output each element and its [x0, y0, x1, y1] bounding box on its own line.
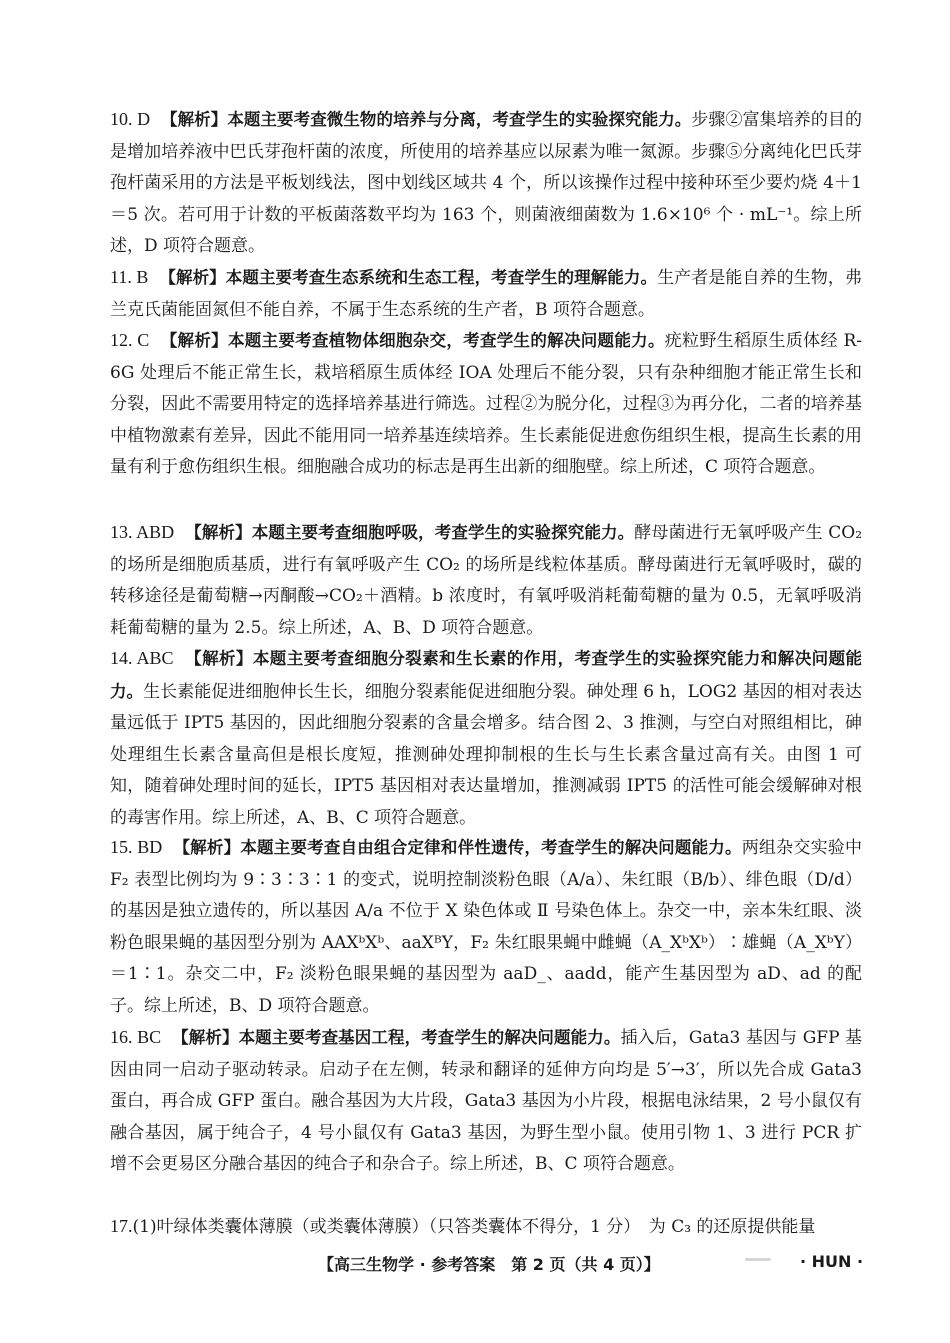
item-number: 15. BD — [110, 837, 163, 857]
item-headline: 本题主要考查细胞呼吸，考查学生的实验探究能力。 — [251, 523, 635, 542]
item-tag: 【解析】 — [172, 1028, 239, 1047]
answer-item-17 — [110, 1211, 862, 1244]
item-headline: 本题主要考查微生物的培养与分离，考查学生的实验探究能力。 — [227, 110, 692, 129]
item-body: 步骤②富集培养的目的是增加培养液中巴氏芽孢杆菌的浓度，所使用的培养基应以尿素为唯一氮源。步骤⑤分离纯化巴氏芽孢杆菌采用的方法是平板划线法，图中划线区域共 4 个，所以该操作过程中接种环至少要灼烧 4＋1＝5 次。若可用于计数的平板菌落数平均为 163 个，则菌液细菌数为 1.6×10⁶ 个 · mL⁻¹。综上所述，D 项符合题意。 — [110, 110, 863, 256]
footer-title: 【高三生物学 · 参考答案 第 2 页（共 4 页）】 — [318, 1255, 660, 1274]
answer-item-14 — [110, 643, 862, 834]
footer-code: · HUN · — [800, 1252, 864, 1271]
answer-item-15 — [110, 832, 862, 1022]
item-body: 生长素能促进细胞伸长生长，细胞分裂素能促进细胞分裂。砷处理 6 h，LOG2 基因的相对表达量远低于 IPT5 基因的，因此细胞分裂素的含量会增多。结合图 2、3 推测，与空白对照组相比，砷处理组生长素含量高但是根长度短，推测砷处理抑制根的生长与生长素含量过高有关。由图 1 可知，随着砷处理时间的延长，IPT5 基因相对表达量增加，推测减弱 IPT5 的活性可能会缓解砷对根的毒害作用。综上所述，A、B、C 项符合题意。 — [110, 681, 862, 828]
item-number: 13. ABD — [110, 522, 175, 542]
item-headline: 本题主要考查生态系统和生态工程，考查学生的理解能力。 — [225, 268, 658, 287]
item-headline: 本题主要考查自由组合定律和伴性遗传，考查学生的解决问题能力。 — [240, 838, 742, 857]
item-tag: 【解析】 — [161, 110, 228, 129]
item-body: 插入后，Gata3 基因与 GFP 基因由同一启动子驱动转录。启动子在左侧，转录和翻译的延伸方向均是 5′→3′，所以先合成 Gata3 蛋白，再合成 GFP 蛋白。融合基因为大片段，Gata3 基因为小片段，根据电泳结果，2 号小鼠仅有融合基因，属于纯合子，4 号小鼠仅有 Gata3 基因，为野生型小鼠。使用引物 1、3 进行 PCR 扩增不会更易区分融合基因的纯合子和杂合子。综上所述，B、C 项符合题意。 — [110, 1028, 863, 1174]
item-number: 14. ABC — [110, 648, 174, 668]
item-tag: 【解析】 — [185, 523, 252, 542]
item-body: (1)叶绿体类囊体薄膜（或类囊体薄膜）（只答类囊体不得分，1 分） 为 C₃ 的还原提供能量 — [132, 1217, 816, 1237]
item-tag: 【解析】 — [160, 331, 228, 350]
item-number: 10. D — [110, 109, 151, 129]
answer-item-12 — [110, 325, 862, 484]
answer-item-10 — [110, 104, 862, 263]
item-body: 两组杂交实验中 F₂ 表型比例均为 9∶3∶3∶1 的变式，说明控制淡粉色眼（A/a）、朱红眼（B/b）、绯色眼（D/d）的基因是独立遗传的，所以基因 A/a 不位于 X 染色体或 Ⅱ 号染色体上。杂交一中，亲本朱红眼、淡粉色眼果蝇的基因型分别为 AAXᵇXᵇ、aaXᴮY，F₂ 朱红眼果蝇中雌蝇（A_XᵇXᵇ）∶雄蝇（A_XᵇY）＝1∶1。杂交二中，F₂ 淡粉色眼果蝇的基因型为 aaD_、aadd，能产生基因型为 aD、ad 的配子。综上所述，B、D 项符合题意。 — [110, 838, 862, 1016]
item-headline: 本题主要考查细胞分裂素和生长素的作用，考查学生的实验探究能力和解决问题能力。 — [110, 649, 863, 701]
item-number: 16. BC — [110, 1027, 162, 1047]
item-number: 12. C — [110, 330, 150, 350]
item-number: 11. B — [110, 267, 149, 287]
item-tag: 【解析】 — [173, 838, 241, 857]
item-tag: 【解析】 — [159, 268, 226, 287]
item-headline: 本题主要考查基因工程，考查学生的解决问题能力。 — [238, 1028, 621, 1047]
item-number: 17. — [110, 1216, 133, 1236]
item-body: 疣粒野生稻原生质体经 R-6G 处理后不能正常生长，栽培稻原生质体经 IOA 处理后不能分裂，只有杂种细胞才能正常生长和分裂，因此不需要用特定的选择培养基进行筛选。过程②为脱分化，过程③为再分化，二者的培养基中植物激素有差异，因此不能用同一培养基连续培养。生长素能促进愈伤组织生根，提高生长素的用量有利于愈伤组织生根。细胞融合成功的标志是再生出新的细胞壁。综上所述，C 项符合题意。 — [110, 331, 863, 477]
answer-item-16 — [110, 1022, 862, 1181]
item-body: 酵母菌进行无氧呼吸产生 CO₂ 的场所是细胞质基质，进行有氧呼吸产生 CO₂ 的场所是线粒体基质。酵母菌进行无氧呼吸时，碳的转移途径是葡萄糖→丙酮酸→CO₂＋酒精。b 浓度时，有氧呼吸消耗葡萄糖的量为 0.5，无氧呼吸消耗葡萄糖的量为 2.5。综上所述，A、B、D 项符合题意。 — [110, 523, 863, 638]
item-headline: 本题主要考查植物体细胞杂交，考查学生的解决问题能力。 — [227, 331, 665, 350]
item-body: 生产者是能自养的生物，弗兰克氏菌能固氮但不能自养，不属于生态系统的生产者，B 项符合题意。 — [110, 268, 863, 320]
item-tag: 【解析】 — [185, 649, 253, 668]
answer-item-11 — [110, 262, 862, 326]
scan-mark — [745, 1258, 771, 1261]
answer-item-13 — [110, 517, 862, 644]
